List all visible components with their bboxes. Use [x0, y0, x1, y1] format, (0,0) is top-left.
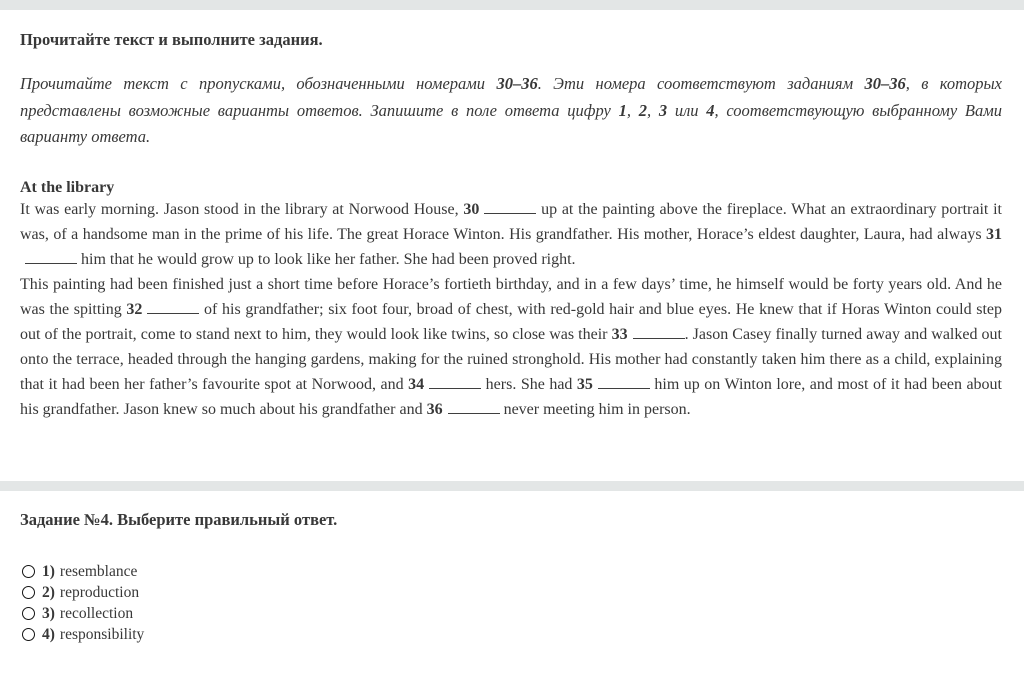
section-title: Прочитайте текст и выполните задания.	[20, 30, 323, 49]
gap-number: 31	[986, 225, 1002, 243]
option-number: 3)	[42, 604, 55, 622]
text-run: of his grandfather; six foot four, broad of chest, with red-gold hair and blue eyes. He knew that if Horas Winton could step out of the portrait, come to stand next to him, they would look like twins, so close was their	[20, 300, 1003, 343]
option-label: responsibility	[59, 625, 145, 643]
radio-button[interactable]	[22, 565, 35, 578]
text-run: Прочитайте текст с пропусками, обозначенными номерами	[20, 74, 497, 93]
gap-number: 1	[618, 100, 627, 120]
option-number: 2)	[42, 583, 55, 601]
gap-number: 30–36	[864, 74, 906, 93]
text-run: , в которых представлены возможные варианты ответов. Запишите в поле ответа цифру	[20, 74, 1003, 120]
answer-gap-blank	[598, 375, 650, 389]
answer-option-2[interactable]	[20, 582, 1002, 603]
radio-button[interactable]	[22, 628, 35, 641]
task-instructions	[20, 71, 1002, 151]
answer-option-4[interactable]	[20, 624, 1002, 645]
text-run: him up on Winton lore, and most of it had been about his grandfather. Jason knew so much about his grandfather and	[20, 375, 1002, 418]
radio-button[interactable]	[22, 607, 35, 620]
passage-text	[20, 197, 1002, 422]
passage-paragraph	[20, 272, 1002, 422]
question-section	[0, 510, 1024, 645]
radio-button[interactable]	[22, 586, 35, 599]
gap-number: 35	[576, 375, 593, 393]
text-run: This painting had been finished just a short time before Horace’s fortieth birthday, and in a few days’ time, he himself would be forty years old. And he was the spitting	[20, 275, 1002, 318]
answer-options-list	[20, 561, 1002, 645]
option-label: recollection	[59, 604, 134, 622]
answer-gap-blank	[429, 375, 481, 389]
gap-number: 30	[463, 200, 480, 218]
answer-gap-blank	[448, 400, 500, 414]
answer-option-1[interactable]	[20, 561, 1002, 582]
gap-number: 2	[638, 100, 647, 120]
text-run: never meeting him in person.	[499, 400, 691, 418]
question-title: Задание №4. Выберите правильный ответ.	[20, 510, 338, 529]
passage-title: At the library	[20, 178, 115, 196]
text-run: . Jason Casey finally turned away and walked out onto the terrace, headed through the hanging gardens, making for the ruined stronghold. His mother had constantly taken him there as a child, explaining that it had been her father’s favourite spot at Norwood, and	[20, 325, 1002, 393]
answer-option-3[interactable]	[20, 603, 1002, 624]
gap-number: 3	[658, 100, 668, 120]
section-divider	[0, 481, 1024, 491]
text-run: ,	[626, 100, 639, 120]
text-run: him that he would grow up to look like her father. She had been proved right.	[77, 250, 576, 268]
text-run: , соответствующую выбранному Вами варианту ответа.	[20, 100, 1003, 146]
text-run: или	[667, 100, 707, 120]
option-number: 1)	[42, 562, 55, 580]
answer-gap-blank	[25, 250, 77, 264]
reading-section	[0, 10, 1024, 481]
top-bar	[0, 0, 1024, 10]
text-run: . Эти номера соответствуют заданиям	[537, 74, 865, 93]
answer-gap-blank	[147, 300, 199, 314]
option-label: resemblance	[59, 562, 138, 580]
gap-number: 36	[426, 400, 443, 418]
gap-number: 30–36	[496, 74, 538, 93]
text-run: hers. She had	[481, 375, 577, 393]
passage-paragraph	[20, 197, 1002, 272]
text-run: It was early morning. Jason stood in the library at Norwood House,	[20, 200, 464, 218]
option-number: 4)	[42, 625, 55, 643]
gap-number: 32	[126, 300, 143, 318]
answer-gap-blank	[633, 325, 685, 339]
answer-gap-blank	[484, 200, 536, 214]
gap-number: 33	[611, 325, 628, 343]
text-run: ,	[646, 100, 659, 120]
gap-number: 4	[706, 100, 715, 120]
option-label: reproduction	[59, 583, 140, 601]
gap-number: 34	[408, 375, 425, 393]
text-run: up at the painting above the fireplace. What an extraordinary portrait it was, of a handsome man in the prime of his life. The great Horace Winton. His grandfather. His mother, Horace’s eldest daughter, Laura, had always	[20, 200, 1002, 243]
